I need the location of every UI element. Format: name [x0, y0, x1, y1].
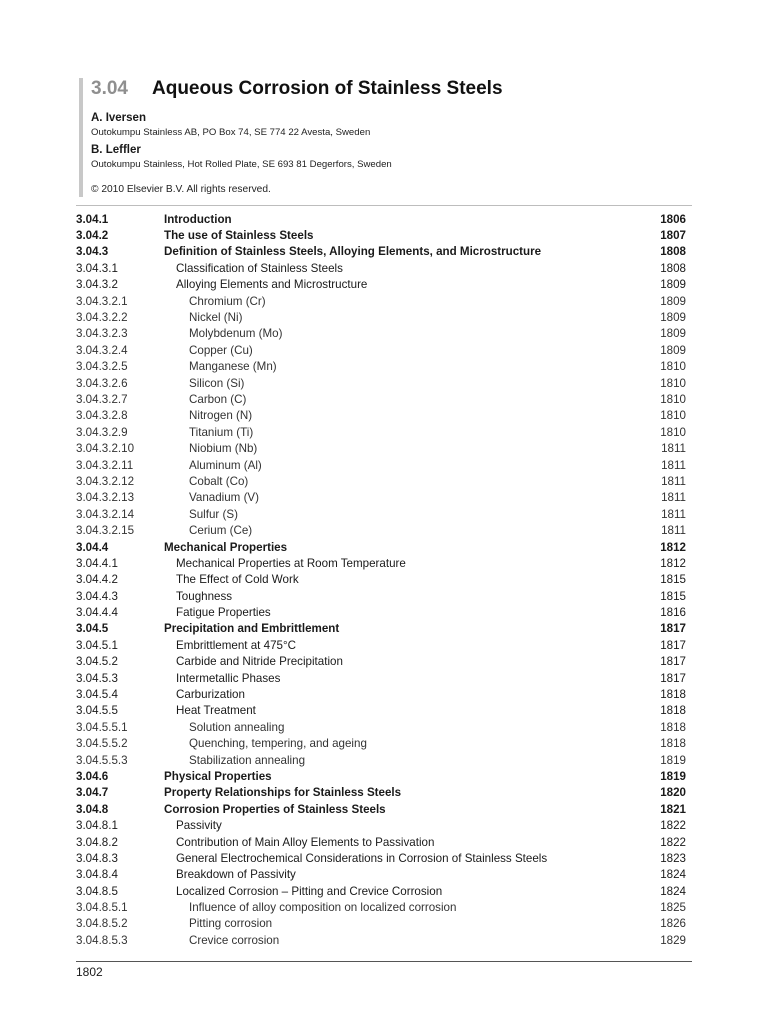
chapter-header — [79, 78, 691, 197]
toc-page-number: 1822 — [660, 819, 686, 833]
toc-entry[interactable] — [76, 473, 686, 489]
toc-entry[interactable] — [76, 686, 686, 702]
toc-section-title: Mechanical Properties — [164, 540, 288, 554]
toc-page-number: 1829 — [660, 933, 686, 947]
toc-section-title: The use of Stainless Steels — [164, 229, 314, 243]
toc-entry[interactable] — [76, 703, 686, 719]
toc-entry[interactable] — [76, 621, 686, 637]
toc-entry[interactable] — [76, 342, 686, 358]
toc-section-title: Carbide and Nitride Precipitation — [176, 655, 343, 669]
copyright-notice: © 2010 Elsevier B.V. All rights reserved. — [91, 184, 271, 195]
toc-page-number: 1811 — [661, 442, 686, 456]
toc-section-title: Nitrogen (N) — [189, 409, 253, 423]
toc-section-title: Nickel (Ni) — [189, 311, 243, 325]
toc-section-number: 3.04.8.5.2 — [76, 917, 128, 931]
toc-section-title: Crevice corrosion — [189, 933, 280, 947]
toc-page-number: 1809 — [660, 278, 686, 292]
toc-section-number: 3.04.3.2.9 — [76, 425, 128, 439]
toc-entry[interactable] — [76, 244, 686, 260]
toc-section-title: Carburization — [176, 688, 245, 702]
toc-entry[interactable] — [76, 916, 686, 932]
toc-section-title: Quenching, tempering, and ageing — [189, 737, 367, 751]
toc-entry[interactable] — [76, 670, 686, 686]
toc-section-number: 3.04.8.5.1 — [76, 901, 128, 915]
toc-page-number: 1806 — [660, 212, 686, 226]
toc-section-title: Breakdown of Passivity — [176, 868, 296, 882]
toc-page-number: 1819 — [660, 769, 686, 783]
toc-page-number: 1815 — [660, 573, 686, 587]
toc-page-number: 1817 — [660, 638, 686, 652]
toc-entry[interactable] — [76, 359, 686, 375]
toc-page-number: 1808 — [660, 261, 686, 275]
toc-entry[interactable] — [76, 277, 686, 293]
author-affiliation: Outokumpu Stainless AB, PO Box 74, SE 774 22 Avesta, Sweden — [91, 127, 371, 138]
toc-section-number: 3.04.5 — [76, 622, 109, 636]
toc-entry[interactable] — [76, 883, 686, 899]
toc-section-number: 3.04.3.2.11 — [76, 458, 134, 472]
toc-section-number: 3.04.3.1 — [76, 261, 118, 275]
toc-section-number: 3.04.5.5.1 — [76, 720, 128, 734]
toc-entry[interactable] — [76, 309, 686, 325]
toc-page-number: 1824 — [660, 884, 686, 898]
toc-section-number: 3.04.5.1 — [76, 638, 118, 652]
toc-section-title: Molybdenum (Mo) — [189, 327, 283, 341]
toc-page-number: 1809 — [660, 294, 686, 308]
toc-section-number: 3.04.5.5.2 — [76, 737, 128, 751]
toc-entry[interactable] — [76, 572, 686, 588]
author-affiliation: Outokumpu Stainless, Hot Rolled Plate, SE 693 81 Degerfors, Sweden — [91, 159, 392, 170]
toc-section-number: 3.04.8 — [76, 802, 109, 816]
toc-entry[interactable] — [76, 932, 686, 948]
toc-entry[interactable] — [76, 457, 686, 473]
toc-entry[interactable] — [76, 490, 686, 506]
toc-page-number: 1812 — [660, 556, 686, 570]
toc-entry[interactable] — [76, 834, 686, 850]
toc-page-number: 1816 — [660, 606, 686, 620]
toc-section-number: 3.04.4.1 — [76, 556, 118, 570]
toc-page-number: 1811 — [661, 524, 686, 538]
toc-page-number: 1809 — [660, 343, 686, 357]
toc-section-number: 3.04.6 — [76, 769, 109, 783]
toc-page-number: 1809 — [660, 327, 686, 341]
toc-entry[interactable] — [76, 408, 686, 424]
toc-section-number: 3.04.5.4 — [76, 688, 118, 702]
toc-page-number: 1811 — [661, 458, 686, 472]
toc-section-number: 3.04.8.2 — [76, 835, 118, 849]
toc-section-title: General Electrochemical Considerations in Corrosion of Stainless Steels — [176, 851, 548, 865]
toc-section-title: Manganese (Mn) — [189, 360, 277, 374]
toc-section-number: 3.04.3.2.12 — [76, 474, 135, 488]
toc-section-number: 3.04.3.2.4 — [76, 343, 128, 357]
toc-entry[interactable] — [76, 326, 686, 342]
toc-page-number: 1807 — [660, 229, 686, 243]
toc-section-title: Cerium (Ce) — [189, 524, 253, 538]
toc-section-number: 3.04.5.3 — [76, 671, 118, 685]
toc-section-title: Cobalt (Co) — [189, 474, 249, 488]
toc-page-number: 1826 — [660, 917, 686, 931]
toc-section-title: Physical Properties — [164, 769, 272, 783]
toc-section-number: 3.04.5.2 — [76, 655, 118, 669]
toc-page-number: 1817 — [660, 622, 686, 636]
toc-page-number: 1819 — [660, 753, 686, 767]
toc-section-title: Pitting corrosion — [189, 917, 273, 931]
toc-entry[interactable] — [76, 850, 686, 866]
toc-section-title: Solution annealing — [189, 720, 285, 734]
toc-section-title: Classification of Stainless Steels — [176, 261, 343, 275]
toc-entry[interactable] — [76, 293, 686, 309]
toc-section-number: 3.04.3.2.7 — [76, 392, 128, 406]
toc-entry[interactable] — [76, 588, 686, 604]
toc-entry[interactable] — [76, 768, 686, 784]
toc-page-number: 1818 — [660, 737, 686, 751]
title-row — [91, 78, 691, 108]
author-name: A. Iversen — [91, 112, 146, 124]
toc-page-number: 1810 — [660, 409, 686, 423]
toc-page-number: 1818 — [660, 688, 686, 702]
toc-entry[interactable] — [76, 211, 686, 227]
toc-section-number: 3.04.3.2.1 — [76, 294, 128, 308]
toc-section-title: Fatigue Properties — [176, 606, 271, 620]
toc-page-number: 1811 — [661, 507, 686, 521]
toc-section-number: 3.04.4.4 — [76, 606, 118, 620]
toc-entry[interactable] — [76, 522, 686, 538]
toc-page-number: 1820 — [660, 786, 686, 800]
toc-section-title: Copper (Cu) — [189, 343, 253, 357]
toc-page-number: 1810 — [660, 360, 686, 374]
toc-entry[interactable] — [76, 260, 686, 276]
toc-section-number: 3.04.2 — [76, 229, 109, 243]
toc-section-title: Sulfur (S) — [189, 507, 238, 521]
toc-section-title: Silicon (Si) — [189, 376, 245, 390]
toc-section-title: Embrittlement at 475°C — [176, 638, 296, 652]
toc-section-title: Precipitation and Embrittlement — [164, 622, 340, 636]
toc-page-number: 1817 — [660, 671, 686, 685]
toc-section-title: Stabilization annealing — [189, 753, 306, 767]
toc-entry[interactable] — [76, 752, 686, 768]
toc-page-number: 1821 — [660, 802, 686, 816]
toc-page-number: 1808 — [660, 245, 686, 259]
toc-section-title: Intermetallic Phases — [176, 671, 281, 685]
toc-page-number: 1810 — [660, 376, 686, 390]
toc-section-number: 3.04.8.1 — [76, 819, 118, 833]
toc-page-number: 1817 — [660, 655, 686, 669]
toc-entry[interactable] — [76, 424, 686, 440]
toc-entry[interactable] — [76, 654, 686, 670]
toc-entry[interactable] — [76, 899, 686, 915]
author-name: B. Leffler — [91, 144, 141, 156]
toc-section-number: 3.04.5.5 — [76, 704, 118, 718]
toc-section-title: Alloying Elements and Microstructure — [176, 278, 368, 292]
toc-entry[interactable] — [76, 719, 686, 735]
toc-section-number: 3.04.3 — [76, 245, 109, 259]
toc-page-number: 1825 — [660, 901, 686, 915]
toc-entry[interactable] — [76, 539, 686, 555]
toc-section-title: Aluminum (Al) — [189, 458, 262, 472]
table-of-contents — [76, 211, 686, 949]
toc-page-number: 1822 — [660, 835, 686, 849]
toc-section-title: Niobium (Nb) — [189, 442, 258, 456]
chapter-number: 3.04 — [91, 78, 128, 99]
toc-entry[interactable] — [76, 817, 686, 833]
toc-section-title: Definition of Stainless Steels, Alloying Elements, and Microstructure — [164, 245, 542, 259]
toc-page-number: 1809 — [660, 311, 686, 325]
toc-page-number: 1810 — [660, 392, 686, 406]
toc-entry[interactable] — [76, 391, 686, 407]
toc-entry[interactable] — [76, 604, 686, 620]
toc-entry[interactable] — [76, 555, 686, 571]
toc-section-title: Influence of alloy composition on localized corrosion — [189, 901, 457, 915]
toc-entry[interactable] — [76, 375, 686, 391]
toc-section-number: 3.04.3.2.15 — [76, 524, 135, 538]
toc-page-number: 1824 — [660, 868, 686, 882]
chapter-title: Aqueous Corrosion of Stainless Steels — [152, 78, 503, 99]
toc-section-number: 3.04.1 — [76, 212, 109, 226]
toc-entry[interactable] — [76, 506, 686, 522]
toc-entry[interactable] — [76, 736, 686, 752]
toc-section-title: The Effect of Cold Work — [176, 573, 299, 587]
toc-section-number: 3.04.3.2.13 — [76, 491, 135, 505]
toc-page-number: 1811 — [661, 491, 686, 505]
toc-section-number: 3.04.4.3 — [76, 589, 118, 603]
toc-section-number: 3.04.3.2.5 — [76, 360, 128, 374]
page-number: 1802 — [76, 965, 103, 979]
toc-section-number: 3.04.7 — [76, 786, 109, 800]
toc-section-title: Carbon (C) — [189, 392, 247, 406]
toc-section-title: Passivity — [176, 819, 222, 833]
toc-section-title: Titanium (Ti) — [189, 425, 254, 439]
toc-section-number: 3.04.3.2 — [76, 278, 118, 292]
toc-section-title: Heat Treatment — [176, 704, 256, 718]
toc-section-number: 3.04.8.4 — [76, 868, 118, 882]
top-divider — [76, 205, 692, 206]
toc-page-number: 1818 — [660, 704, 686, 718]
toc-section-title: Chromium (Cr) — [189, 294, 266, 308]
toc-section-title: Introduction — [164, 212, 232, 226]
toc-entry[interactable] — [76, 637, 686, 653]
toc-section-title: Toughness — [176, 589, 233, 603]
toc-section-number: 3.04.3.2.3 — [76, 327, 128, 341]
toc-section-number: 3.04.3.2.8 — [76, 409, 128, 423]
toc-entry[interactable] — [76, 440, 686, 456]
toc-section-number: 3.04.8.5.3 — [76, 933, 128, 947]
toc-page-number: 1818 — [660, 720, 686, 734]
toc-section-title: Contribution of Main Alloy Elements to Passivation — [176, 835, 435, 849]
bottom-divider — [76, 961, 692, 962]
toc-section-number: 3.04.3.2.10 — [76, 442, 135, 456]
toc-section-number: 3.04.3.2.2 — [76, 311, 128, 325]
toc-page-number: 1811 — [661, 474, 686, 488]
toc-entry[interactable] — [76, 801, 686, 817]
toc-section-title: Mechanical Properties at Room Temperature — [176, 556, 406, 570]
toc-entry[interactable] — [76, 867, 686, 883]
toc-section-title: Corrosion Properties of Stainless Steels — [164, 802, 386, 816]
toc-section-title: Localized Corrosion – Pitting and Crevice Corrosion — [176, 884, 443, 898]
toc-page-number: 1823 — [660, 851, 686, 865]
toc-page-number: 1812 — [660, 540, 686, 554]
toc-section-title: Property Relationships for Stainless Steels — [164, 786, 402, 800]
toc-section-number: 3.04.5.5.3 — [76, 753, 128, 767]
toc-section-number: 3.04.4 — [76, 540, 109, 554]
toc-entry[interactable] — [76, 227, 686, 243]
toc-section-number: 3.04.3.2.14 — [76, 507, 135, 521]
toc-section-number: 3.04.8.5 — [76, 884, 118, 898]
toc-page-number: 1810 — [660, 425, 686, 439]
toc-entry[interactable] — [76, 785, 686, 801]
toc-section-number: 3.04.4.2 — [76, 573, 118, 587]
toc-section-number: 3.04.8.3 — [76, 851, 118, 865]
toc-section-number: 3.04.3.2.6 — [76, 376, 128, 390]
toc-section-title: Vanadium (V) — [189, 491, 260, 505]
toc-page-number: 1815 — [660, 589, 686, 603]
